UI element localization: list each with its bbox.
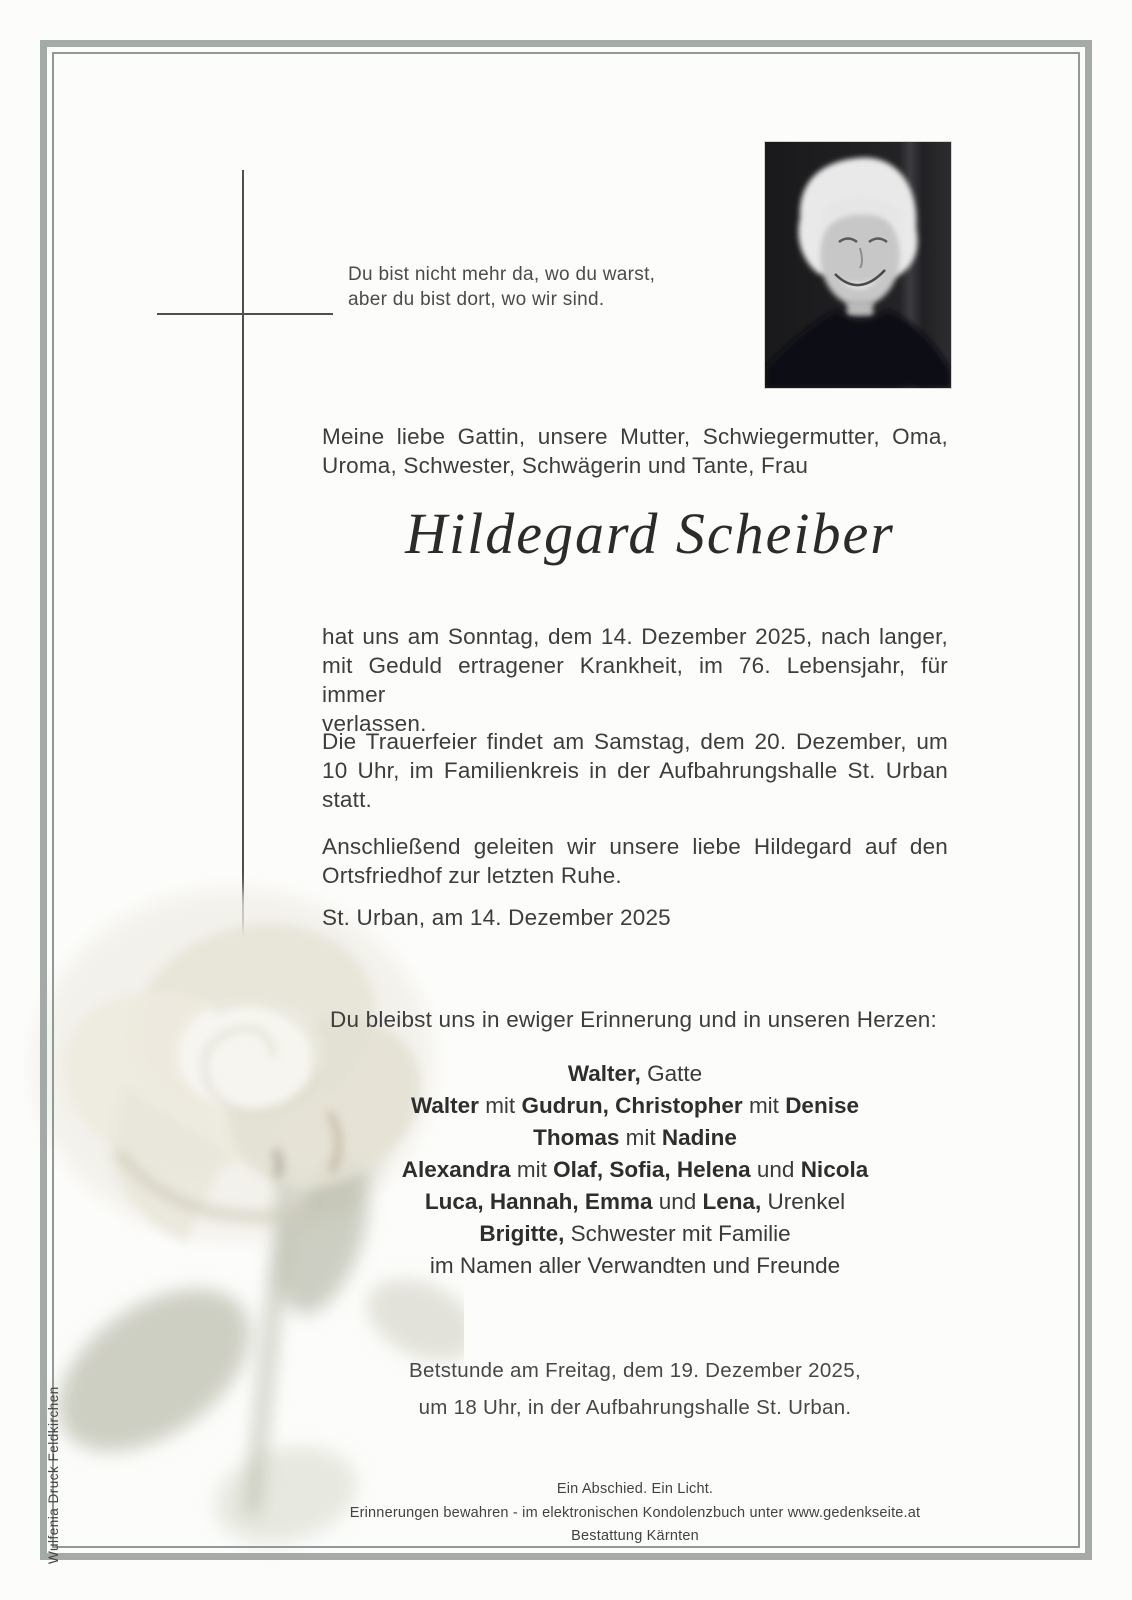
salutation-paragraph xyxy=(322,422,948,480)
remembrance-intro: Du bleibst uns in ewiger Erinnerung und in unseren Herzen: xyxy=(330,1007,937,1032)
condolence-info: Erinnerungen bewahren - im elektronischen Kondolenzbuch unter www.gedenkseite.at xyxy=(349,1504,921,1521)
family-name: Denise xyxy=(785,1093,859,1118)
text-line: Du bist nicht mehr da, wo du warst, xyxy=(348,264,656,285)
text-line: 10 Uhr, im Familienkreis in der Aufbahrungshalle St. Urban xyxy=(322,758,948,783)
family-line xyxy=(322,1122,948,1154)
family-line xyxy=(322,1058,948,1090)
family-role: und xyxy=(750,1157,801,1182)
family-name: Gudrun, Christopher xyxy=(521,1093,743,1118)
procession-paragraph xyxy=(322,832,948,890)
deceased-name: Hildegard Scheiber xyxy=(405,501,895,566)
family-name: Nicola xyxy=(800,1157,869,1182)
family-role: mit xyxy=(510,1157,554,1182)
text-line: Die Trauerfeier findet am Samstag, dem 20. Dezember, um xyxy=(322,729,948,754)
text-line: aber du bist dort, wo wir sind. xyxy=(348,289,605,310)
family-name: Brigitte, xyxy=(479,1221,565,1246)
prayer-hour-block xyxy=(322,1352,948,1426)
family-line xyxy=(322,1218,948,1250)
footer-block xyxy=(272,1478,998,1549)
memorial-quote xyxy=(348,262,655,312)
text-line: Meine liebe Gattin, unsere Mutter, Schwiegermutter, Oma, xyxy=(322,424,948,449)
family-role: mit xyxy=(742,1093,786,1118)
family-role: Urenkel xyxy=(761,1189,846,1214)
prayer-hour-line: Betstunde am Freitag, dem 19. Dezember 2025, xyxy=(409,1359,861,1382)
family-line xyxy=(322,1250,948,1282)
family-role: Gatte xyxy=(640,1061,703,1086)
prayer-hour-line: um 18 Uhr, in der Aufbahrungshalle St. Urban. xyxy=(418,1396,852,1419)
family-role: im Namen aller Verwandten und Freunde xyxy=(429,1253,841,1278)
text-line: hat uns am Sonntag, dem 14. Dezember 2025, nach langer, xyxy=(322,624,948,649)
text-line: statt. xyxy=(322,787,372,812)
text-line: Uroma, Schwester, Schwägerin und Tante, Frau xyxy=(322,453,809,478)
footer-epitaph: Ein Abschied. Ein Licht. xyxy=(556,1481,714,1497)
family-list xyxy=(322,1058,948,1282)
portrait-photo xyxy=(765,142,951,388)
announcement-paragraph xyxy=(322,622,948,738)
cross-vertical-bar xyxy=(242,170,244,936)
text-line: Ortsfriedhof zur letzten Ruhe. xyxy=(322,863,622,888)
printer-credit: Wulfenia Druck Feldkirchen xyxy=(46,1386,61,1564)
family-role: mit xyxy=(619,1125,662,1150)
funeral-home: Bestattung Kärnten xyxy=(571,1528,699,1544)
text-line: Anschließend geleiten wir unsere liebe Hildegard auf den xyxy=(322,834,948,859)
family-role: und xyxy=(652,1189,703,1214)
family-name: Luca, Hannah, Emma xyxy=(424,1189,653,1214)
family-name: Thomas xyxy=(533,1125,620,1150)
family-role: mit xyxy=(478,1093,522,1118)
family-name: Lena, xyxy=(702,1189,762,1214)
family-name: Nadine xyxy=(661,1125,737,1150)
family-name: Walter xyxy=(411,1093,479,1118)
family-role: Schwester mit Familie xyxy=(564,1221,791,1246)
cross-horizontal-bar xyxy=(157,313,333,315)
family-name: Walter, xyxy=(567,1061,641,1086)
family-line xyxy=(322,1186,948,1218)
family-line xyxy=(322,1090,948,1122)
text-line: verlassen. xyxy=(322,711,427,736)
place-date-line: St. Urban, am 14. Dezember 2025 xyxy=(322,905,671,930)
family-line xyxy=(322,1154,948,1186)
family-name: Olaf, Sofia, Helena xyxy=(553,1157,751,1182)
family-name: Alexandra xyxy=(401,1157,511,1182)
text-line: mit Geduld ertragener Krankheit, im 76. Lebensjahr, für immer xyxy=(322,653,948,707)
funeral-paragraph xyxy=(322,727,948,814)
